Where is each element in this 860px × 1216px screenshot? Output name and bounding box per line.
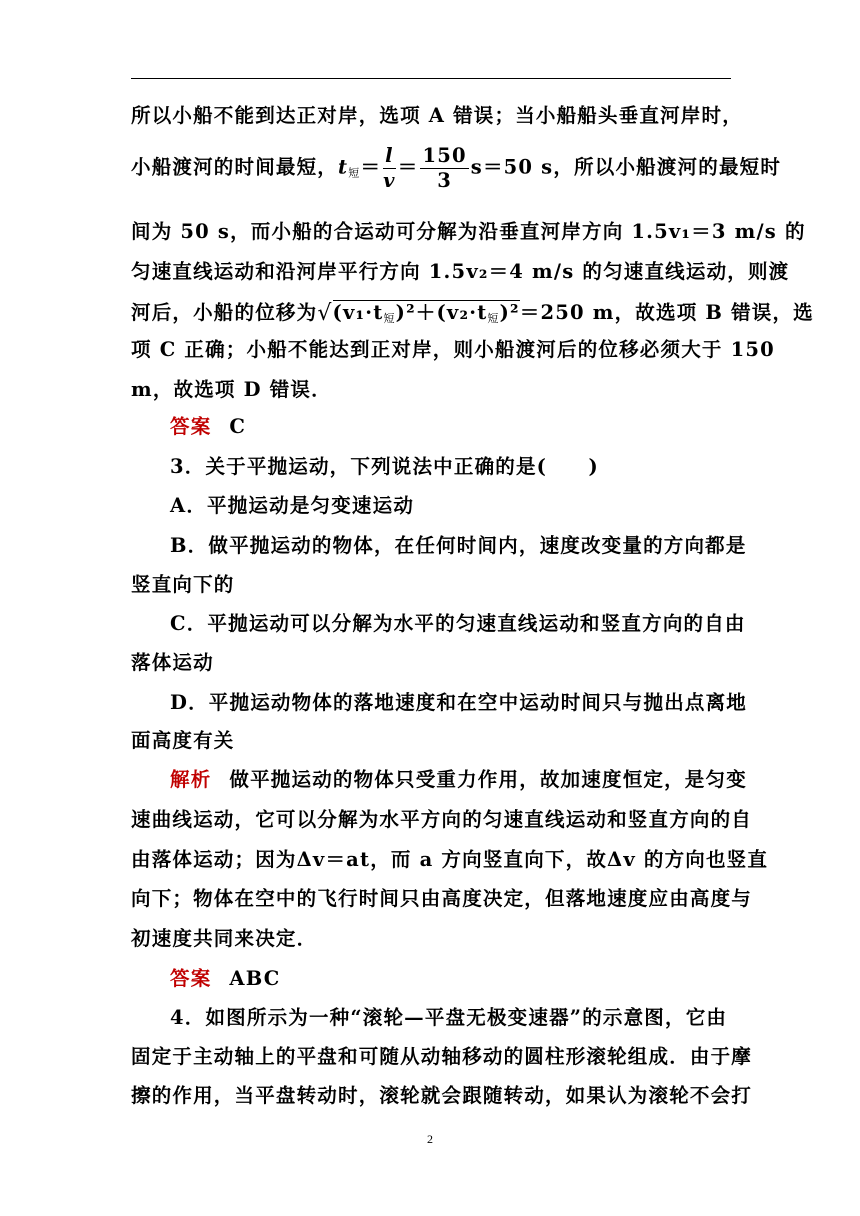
question-4: 4．如图所示为一种“滚轮—平盘无极变速器”的示意图，它由 bbox=[170, 1006, 728, 1029]
text-segment: 小船渡河的时间最短， bbox=[131, 155, 339, 179]
sqrt-sign: √ bbox=[317, 301, 333, 326]
text-line: 由落体运动；因为Δv＝at，而 a 方向竖直向下，故Δv 的方向也竖直 bbox=[131, 848, 769, 871]
option-b: B．做平抛运动的物体，在任何时间内，速度改变量的方向都是 bbox=[170, 534, 747, 557]
fraction-150-over-3 bbox=[420, 146, 468, 190]
answer-value: ABC bbox=[229, 967, 281, 990]
sqrt-part: (v₁·t bbox=[332, 301, 384, 324]
option-c-cont: 落体运动 bbox=[131, 651, 214, 674]
text-line-formula bbox=[131, 144, 782, 192]
text-segment: s＝50 s，所以小船渡河的最短时 bbox=[470, 155, 782, 179]
answer-label: 答案 bbox=[170, 415, 212, 438]
page-number: 2 bbox=[427, 1132, 433, 1146]
text-segment: 做平抛运动的物体只受重力作用，故加速度恒定，是匀变 bbox=[229, 768, 747, 791]
text-line-sqrt bbox=[131, 300, 814, 326]
sqrt-part: )²＋(v₂·t bbox=[395, 301, 488, 324]
subscript: 短 bbox=[487, 312, 500, 325]
text-line: 间为 50 s，而小船的合运动可分解为沿垂直河岸方向 1.5v₁＝3 m/s 的 bbox=[131, 220, 806, 243]
answer-label: 答案 bbox=[170, 967, 212, 990]
fraction-denominator: 3 bbox=[437, 168, 452, 192]
fraction-l-over-v bbox=[383, 146, 396, 190]
text-line: 速曲线运动，它可以分解为水平方向的匀速直线运动和竖直方向的自 bbox=[131, 808, 753, 831]
text-segment: 河后，小船的位移为 bbox=[131, 301, 318, 324]
option-d-cont: 面高度有关 bbox=[131, 729, 235, 752]
text-line: 擦的作用，当平盘转动时，滚轮就会跟随转动，如果认为滚轮不会打 bbox=[131, 1084, 753, 1107]
question-3: 3．关于平抛运动，下列说法中正确的是( ) bbox=[170, 455, 599, 478]
text-line: 固定于主动轴上的平盘和可随从动轴移动的圆柱形滚轮组成．由于摩 bbox=[131, 1045, 753, 1068]
text-line: 项 C 正确；小船不能达到正对岸，则小船渡河后的位移必须大于 150 bbox=[131, 338, 775, 361]
answer-line bbox=[170, 969, 770, 989]
subscript: 短 bbox=[348, 166, 361, 180]
text-line: 所以小船不能到达正对岸，选项 A 错误；当小船船头垂直河岸时， bbox=[131, 104, 743, 127]
text-line: 初速度共同来决定． bbox=[131, 927, 318, 950]
text-line: 匀速直线运动和沿河岸平行方向 1.5v₂＝4 m/s 的匀速直线运动，则渡 bbox=[131, 260, 790, 283]
explanation-label: 解析 bbox=[170, 768, 212, 791]
answer-value: C bbox=[229, 415, 247, 438]
sqrt-part: )² bbox=[499, 301, 520, 324]
sqrt-expression bbox=[333, 300, 520, 324]
text-line: m，故选项 D 错误． bbox=[131, 378, 332, 401]
subscript: 短 bbox=[383, 312, 396, 325]
fraction-numerator: 150 bbox=[422, 144, 467, 167]
option-c: C．平抛运动可以分解为水平的匀速直线运动和竖直方向的自由 bbox=[170, 612, 746, 635]
text-line: 向下；物体在空中的飞行时间只由高度决定，但落地速度应由高度与 bbox=[131, 887, 753, 910]
explanation-line bbox=[170, 770, 770, 790]
option-b-cont: 竖直向下的 bbox=[131, 573, 235, 596]
fraction-denominator: v bbox=[383, 168, 396, 192]
fraction-numerator: l bbox=[385, 144, 394, 167]
answer-line bbox=[170, 417, 770, 437]
option-d: D．平抛运动物体的落地速度和在空中运动时间只与抛出点离地 bbox=[170, 691, 748, 714]
equals-sign: ＝ bbox=[397, 155, 419, 179]
option-a: A．平抛运动是匀变速运动 bbox=[170, 494, 415, 517]
header-rule bbox=[131, 78, 731, 79]
variable-t: t bbox=[338, 155, 349, 179]
text-segment: ＝250 m，故选项 B 错误，选 bbox=[519, 301, 814, 324]
equals-sign: ＝ bbox=[360, 155, 382, 179]
